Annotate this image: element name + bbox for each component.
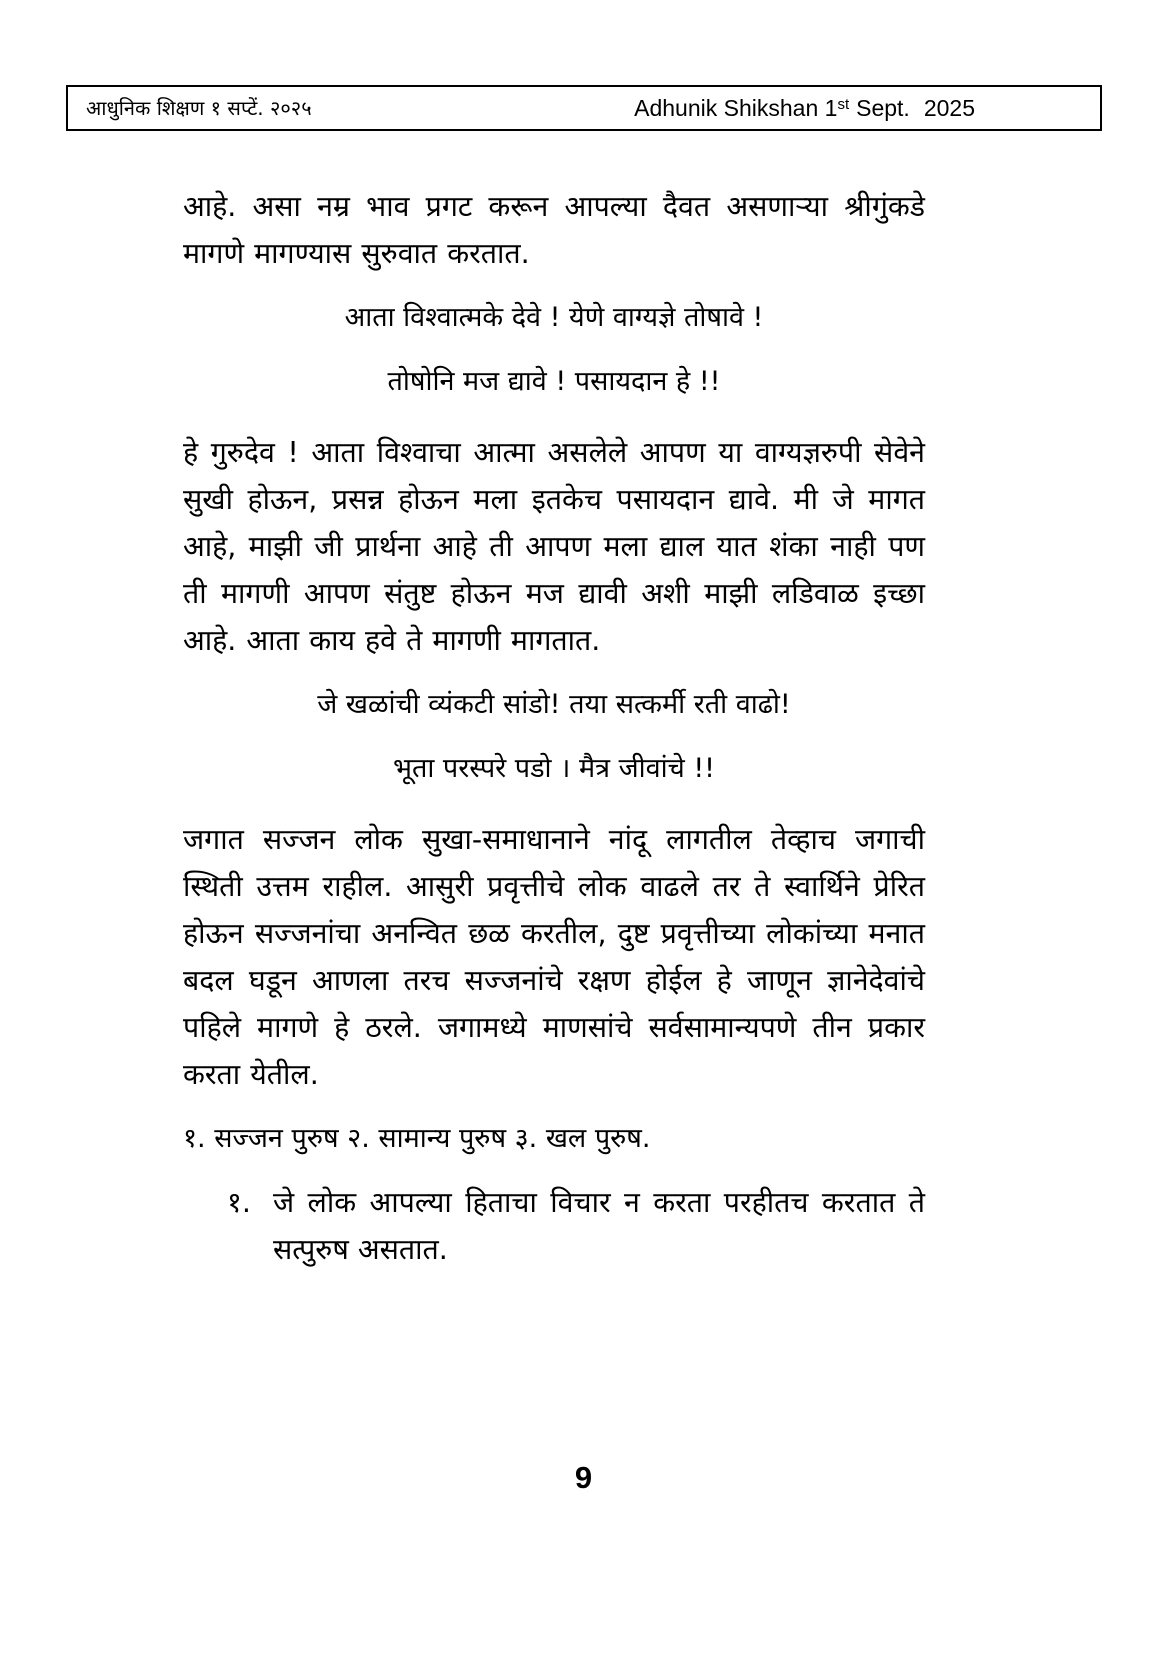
verse-one-line-two: तोषोनि मज द्यावे ! पसायदान हे !! [387,366,721,397]
header-english-main: Adhunik Shikshan 1 [634,94,838,121]
paragraph-commentary-two: जगात सज्जन लोक सुखा-समाधानाने नांदू लागतील तेव्हाच जगाची स्थिती उत्तम राहील. आसुरी प्रवृत्तीचे लोक वाढले तर ते स्वार्थिने प्रेरित होऊन सज्जनांचा अनन्वित छळ करतील, दुष्ट प्रवृत्तीच्या लोकांच्या मनात बदल घडून आणला तरच सज्जनांचे रक्षण होईल हे जाणून ज्ञानेदेवांचे पहिले मागणे हे ठरले. जगामध्ये माणसांचे सर्वसामान्यपणे तीन प्रकार करता येतील. [183,823,925,1091]
page-content [183,183,925,1273]
list-item [227,1179,925,1273]
paragraph-intro: आहे. असा नम्र भाव प्रगट करून आपल्या दैवत असणाऱ्या श्रीगुंकडे मागणे मागण्यास सुरुवात करतात. [183,190,925,270]
numbered-list [183,1179,925,1273]
page-number: 9 [574,1460,593,1495]
header-month: Sept. [856,94,910,121]
header-title-marathi: आधुनिक शिक्षण १ सप्टें. २०२५ [86,96,312,120]
header-year: 2025 [923,94,975,121]
header-title-english [634,94,975,121]
person-types-line: १. सज्जन पुरुष २. सामान्य पुरुष ३. खल पुरुष. [183,1123,651,1154]
verse-two-line-one: जे खळांची व्यंकटी सांडो! तया सत्कर्मी रती वाढो! [317,689,791,720]
running-header [66,85,1102,131]
paragraph-commentary-one: हे गुरुदेव ! आता विश्वाचा आत्मा असलेले आपण या वाग्यज्ञरुपी सेवेने सुखी होऊन, प्रसन्न होऊन मला इतकेच पसायदान द्यावे. मी जे मागत आहे, माझी जी प्रार्थना आहे ती आपण मला द्याल यात शंका नाही पण ती मागणी आपण संतुष्ट होऊन मज द्यावी अशी माझी लडिवाळ इच्छा आहे. आता काय हवे ते मागणी मागतात. [183,436,925,657]
list-item-text: जे लोक आपल्या हिताचा विचार न करता परहीतच करतात ते सत्पुरुष असतात. [273,1186,925,1266]
verse-one-line-one: आता विश्वात्मके देवे ! येणे वाग्यज्ञे तोषावे ! [344,302,764,333]
list-item-marker: १. [227,1186,251,1219]
verse-two-line-two: भूता परस्परे पडो । मैत्र जीवांचे !! [392,753,715,784]
header-ordinal-suffix: st [837,95,850,113]
